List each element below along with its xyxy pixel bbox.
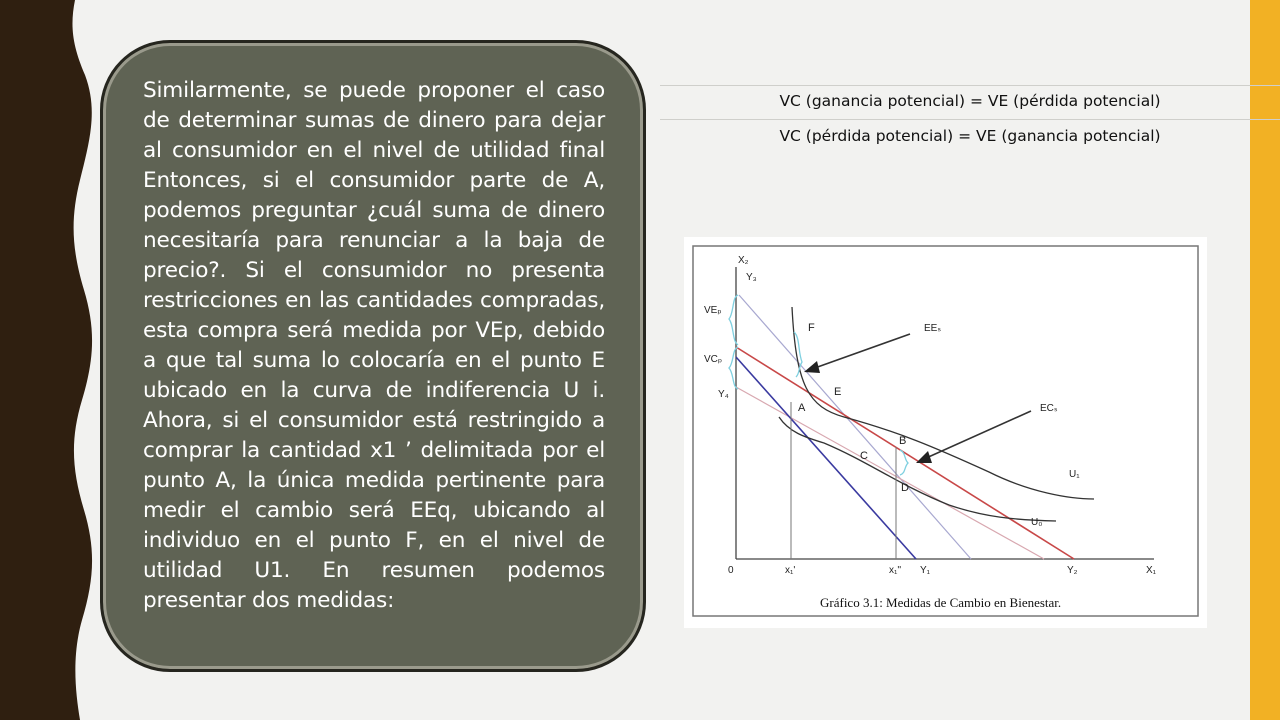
arrow-ecs <box>924 411 1031 459</box>
table-rule-top <box>660 85 1280 86</box>
budget-line-lavender <box>739 295 971 559</box>
formula-line-2: VC (pérdida potencial) = VE (ganancia potencial) <box>779 127 1161 145</box>
point-f-label: F <box>808 322 815 334</box>
point-a-label: A <box>798 402 806 414</box>
table-rule-middle <box>660 119 1280 120</box>
point-e-label: E <box>834 386 842 398</box>
y2-tick: Y₂ <box>1067 565 1078 576</box>
figure-caption: Gráfico 3.1: Medidas de Cambio en Bienestar. <box>820 595 1062 610</box>
budget-line-red <box>736 347 1074 559</box>
arrowhead-ees <box>804 361 820 373</box>
body-paragraph: Similarmente, se puede proponer el caso de determinar sumas de dinero para dejar al consumidor en el nivel de utilidad final Entonces, si el consumidor parte de A, podemos preguntar ¿cuál suma de dinero necesitaría para renunciar a la baja de precio?. Si el consumidor no presenta restricciones en las cantidades compradas, esta compra será medida por VEp, debido a que tal suma lo colocaría en el punto E ubicado en la curva de indiferencia U i. Ahora, si el consumidor está restringido a comprar la cantidad x1 ’ delimitada por el punto A, la única medida pertinente para medir el cambio será EEq, ubicando al individuo en el punto F, en el nivel de utilidad U1. En resumen podemos presentar dos medidas: <box>143 78 605 613</box>
y4-label: Y₄ <box>718 389 729 400</box>
point-d-label: D <box>901 482 909 494</box>
vep-label: VEₚ <box>704 305 722 316</box>
x1-prime-tick: x₁' <box>785 565 796 576</box>
indifference-curve-u0 <box>779 417 1056 521</box>
budget-line-pink <box>736 387 1044 559</box>
ecs-label: ECₛ <box>1040 403 1058 414</box>
bracket-vep <box>729 295 738 345</box>
origin-label: 0 <box>728 565 734 576</box>
figure-frame <box>693 246 1198 616</box>
point-c-label: C <box>860 450 868 462</box>
u0-label: U₀ <box>1031 517 1043 528</box>
vcp-label: VCₚ <box>704 354 723 365</box>
x1-double-prime-tick: x₁'' <box>889 565 902 576</box>
y1-tick: Y₁ <box>920 565 931 576</box>
bracket-f <box>794 332 802 377</box>
y-axis-label: X₂ <box>738 255 749 266</box>
budget-line-blue <box>736 357 916 559</box>
welfare-change-diagram <box>684 237 1207 628</box>
y3-label: Y₃ <box>746 272 757 283</box>
arrow-ees <box>812 334 910 369</box>
x-axis-label: X₁ <box>1146 565 1157 576</box>
point-b-label: B <box>899 435 907 447</box>
u1-label: U₁ <box>1069 469 1080 480</box>
ees-label: EEₛ <box>924 323 942 334</box>
bracket-vcp <box>729 347 738 389</box>
formula-line-1: VC (ganancia potencial) = VE (pérdida potencial) <box>779 92 1161 110</box>
arrowhead-ecs <box>916 451 932 463</box>
